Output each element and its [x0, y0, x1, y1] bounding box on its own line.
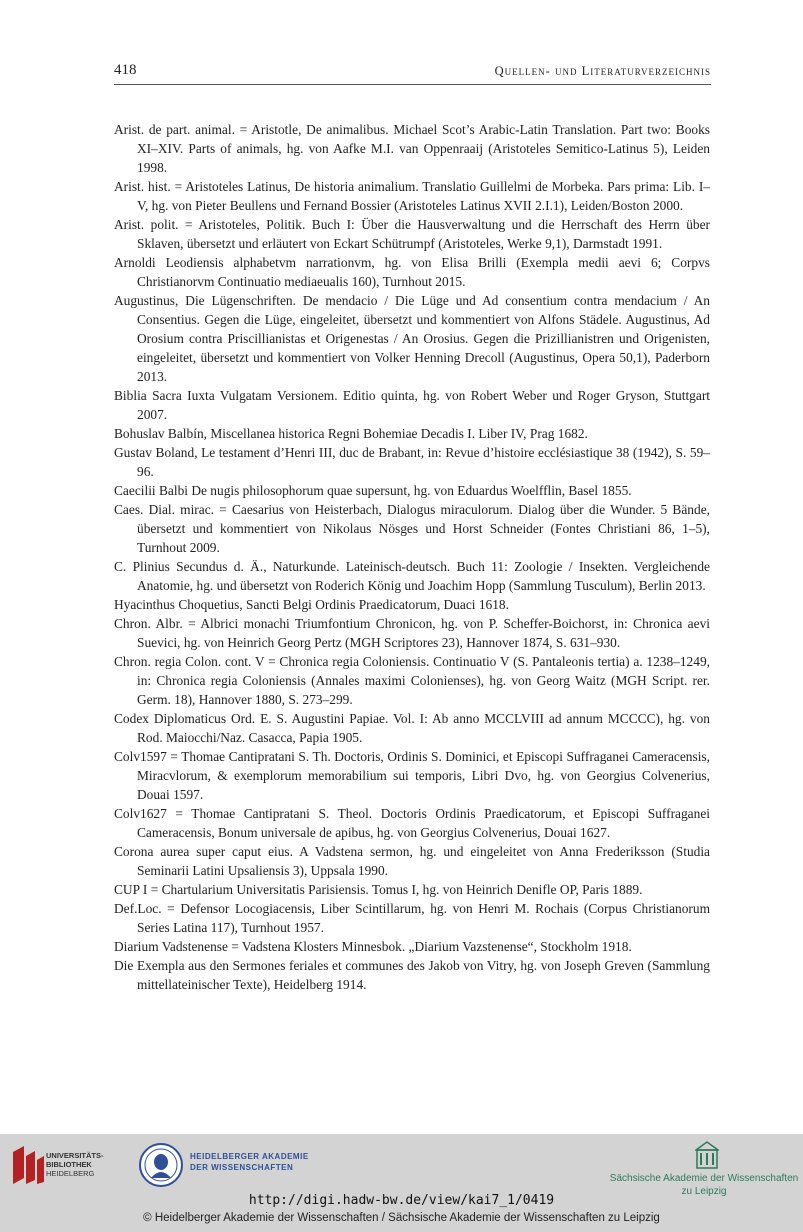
university-library-logo-icon[interactable]	[10, 1144, 46, 1186]
bibliography-entry: Arist. hist. = Aristoteles Latinus, De historia animalium. Translatio Guillelmi de Morbeka. Pars prima: Lib. I–V, hg. von Pieter Beullens und Fernand Bossier (Aristoteles Latinus XVII 2.I.1), Leiden/Boston 2000.	[114, 179, 710, 213]
ub-line-3: HEIDELBERG	[46, 1169, 95, 1178]
heidelberg-academy-name	[190, 1151, 309, 1173]
bibliography-entry: Hyacinthus Choquetius, Sancti Belgi Ordinis Praedicatorum, Duaci 1618.	[114, 597, 509, 612]
bibliography-entry: Augustinus, Die Lügenschriften. De mendacio / Die Lüge und Ad consentium contra mendacium / An Consentius. Gegen die Lüge, eingeleitet, übersetzt und kommentiert von Alfons Städele. Augustinus, Ad Orosium contra Priscillianistas et Origenestas / An Orosius. Gegen die Prizillianistren und Origenisten, eingeleitet, übersetzt und kommentiert von Volker Henning Drecoll (Augustinus, Opera 50,1), Paderborn 2013.	[114, 293, 710, 384]
footer-band	[0, 1134, 803, 1232]
hadw-line-1: HEIDELBERGER AKADEMIE	[190, 1152, 309, 1161]
bibliography-entry: Colv1627 = Thomae Cantipratani S. Theol. Doctoris Ordinis Praedicatorum, et Episcopi Suffraganei Cameracensis, Bonum universale de apibus, hg. von Georgius Colvenerius, Douai 1627.	[114, 806, 710, 840]
bibliography-entry: Arist. de part. animal. = Aristotle, De animalibus. Michael Scot’s Arabic-Latin Translation. Part two: Books XI–XIV. Parts of animals, hg. von Aafke M.I. van Oppenraaij (Aristoteles Semitico-Latinus 5), Leiden 1998.	[114, 122, 710, 175]
bibliography-entry: Arist. polit. = Aristoteles, Politik. Buch I: Über die Hausverwaltung und die Herrschaft des Herrn über Sklaven, übersetzt und erläutert von Eckart Schütrumpf (Aristoteles, Werke 9,1), Darmstadt 1991.	[114, 217, 710, 251]
bibliography-entry: Bohuslav Balbín, Miscellanea historica Regni Bohemiae Decadis I. Liber IV, Prag 1682.	[114, 426, 588, 441]
bibliography-entry: Colv1597 = Thomae Cantipratani S. Th. Doctoris, Ordinis S. Dominici, et Episcopi Suffraganei Cameracensis, Miracvlorum, & exemplorum memorabilium sui temporis, Libri Dvo, hg. von Georgius Colvenerius, Douai 1597.	[114, 749, 710, 802]
bibliography-entry: Chron. regia Colon. cont. V = Chronica regia Coloniensis. Continuatio V (S. Pantaleonis tertia) a. 1238–1249, in: Chronica regia Coloniensis (Annales maximi Colonienses), hg. von Georg Waitz (MGH Script. rer. Germ. 18), Hannover 1880, S. 273–299.	[114, 654, 710, 707]
bibliography-entry: C. Plinius Secundus d. Ä., Naturkunde. Lateinisch-deutsch. Buch 11: Zoologie / Insekten. Vergleichende Anatomie, hg. und übersetzt von Roderich König und Joachim Hopp (Sammlung Tusculum), Berlin 2013.	[114, 559, 710, 593]
ub-line-1: UNIVERSITÄTS-	[46, 1151, 104, 1160]
bibliography-entry: Def.Loc. = Defensor Locogiacensis, Liber Scintillarum, hg. von Henri M. Rochais (Corpus Christianorum Series Latina 117), Turnhout 1957.	[114, 901, 710, 935]
running-header	[114, 60, 711, 85]
bibliography-entry: Diarium Vadstenense = Vadstena Klosters Minnesbok. „Diarium Vazstenense“, Stockholm 1918.	[114, 939, 632, 954]
university-library-logo-text	[46, 1151, 104, 1178]
bibliography-list	[114, 120, 710, 994]
bibliography-entry: Codex Diplomaticus Ord. E. S. Augustini Papiae. Vol. I: Ab anno MCCLVIII ad annum MCCCC), hg. von Rod. Maiocchi/Naz. Casacca, Papia 1905.	[114, 711, 710, 745]
bibliography-entry: CUP I = Chartularium Universitatis Parisiensis. Tomus I, hg. von Heinrich Denifle OP, Paris 1889.	[114, 882, 643, 897]
bibliography-entry: Biblia Sacra Iuxta Vulgatam Versionem. Editio quinta, hg. von Robert Weber und Roger Gryson, Stuttgart 2007.	[114, 388, 710, 422]
bibliography-entry: Corona aurea super caput eius. A Vadstena sermon, hg. und eingeleitet von Anna Frederiksson (Studia Seminarii Latini Upsaliensis 3), Uppsala 1990.	[114, 844, 710, 878]
bibliography-entry: Caecilii Balbi De nugis philosophorum quae supersunt, hg. von Eduardus Woelfflin, Basel 1855.	[114, 483, 632, 498]
ub-line-2: BIBLIOTHEK	[46, 1160, 92, 1169]
saxon-academy-building-icon[interactable]	[695, 1140, 719, 1170]
bibliography-entry: Gustav Boland, Le testament d’Henri III, duc de Brabant, in: Revue d’histoire ecclésiastique 38 (1942), S. 59–96.	[114, 445, 710, 479]
bibliography-entry: Die Exempla aus den Sermones feriales et communes des Jakob von Vitry, hg. von Joseph Greven (Sammlung mittellateinischer Texte), Heidelberg 1914.	[114, 958, 710, 992]
saw-line-2: zu Leipzig	[681, 1186, 727, 1197]
permalink-url[interactable]: http://digi.hadw-bw.de/view/kai7_1/0419	[248, 1193, 555, 1208]
academy-seal-icon[interactable]	[138, 1142, 184, 1188]
bibliography-entry: Chron. Albr. = Albrici monachi Triumfontium Chronicon, hg. von P. Scheffer-Boichorst, in: Chronica aevi Suevici, hg. von Heinrich Georg Pertz (MGH Scriptores 23), Hannover 1874, S. 631–930.	[114, 616, 710, 650]
hadw-line-2: DER WISSENSCHAFTEN	[190, 1163, 294, 1172]
running-head-title: Quellen- und Literaturverzeichnis	[494, 64, 711, 78]
saw-line-1: Sächsische Akademie der Wissenschaften	[609, 1173, 799, 1184]
copyright-notice: © Heidelberger Akademie der Wissenschaften / Sächsische Akademie der Wissenschaften zu Leipzig	[143, 1212, 660, 1224]
page-number: 418	[114, 62, 137, 78]
bibliography-entry: Caes. Dial. mirac. = Caesarius von Heisterbach, Dialogus miraculorum. Dialog über die Wunder. 5 Bände, übersetzt und kommentiert von Nikolaus Nösges und Horst Schneider (Fontes Christiani 86, 1–5), Turnhout 2009.	[114, 502, 710, 555]
bibliography-entry: Arnoldi Leodiensis alphabetvm narrationvm, hg. von Elisa Brilli (Exempla medii aevi 6; Corpvs Christianorvm Continuatio mediaeualis 160), Turnhout 2015.	[114, 255, 710, 289]
